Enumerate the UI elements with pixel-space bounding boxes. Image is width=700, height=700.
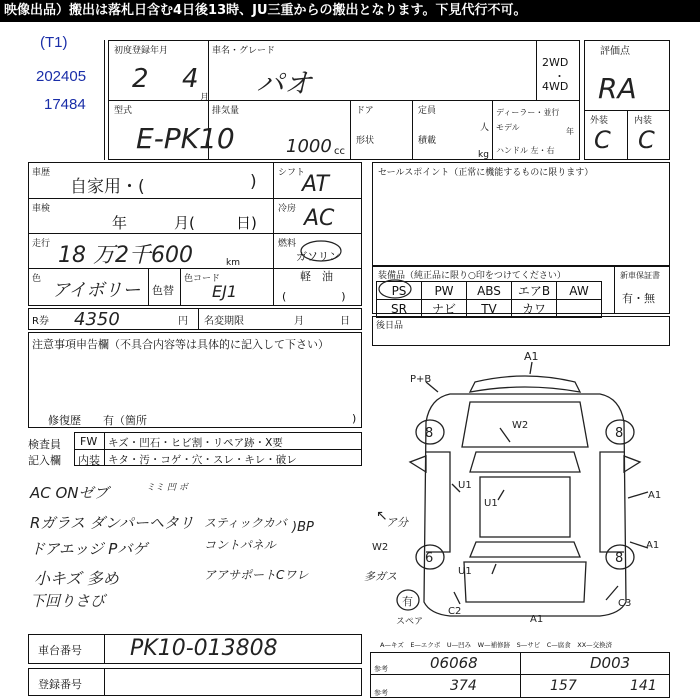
inspection-year-unit: 年 xyxy=(112,214,128,232)
lot-code: (T1) xyxy=(40,34,68,51)
load-unit: kg xyxy=(478,150,489,160)
displacement-value: 1000 xyxy=(286,136,332,157)
color-code-label: 色コード xyxy=(184,274,221,284)
new-car-label: 新車保証書 xyxy=(620,271,660,280)
diagram-arrow-label: ア分 xyxy=(386,516,408,529)
color-tone-label: 色替 xyxy=(152,284,174,297)
note-right-3: アアサポートCワレ xyxy=(204,568,309,582)
cc-unit: cc xyxy=(334,146,345,157)
equip-leather: カワ xyxy=(512,300,557,318)
door-label: ドア xyxy=(356,106,374,116)
history-close: ) xyxy=(250,172,257,192)
bp-mark: )BP xyxy=(292,520,314,535)
recycle-label: R券 xyxy=(32,316,49,327)
rating-score: RA xyxy=(598,72,637,105)
meigi-day: 日 xyxy=(340,316,350,327)
label-u1-mid: U1 xyxy=(484,498,498,509)
fw-label: FW xyxy=(80,435,98,448)
note-3: ドアエッジ Pバゲ xyxy=(30,540,148,558)
ref-label-b: 参考 xyxy=(374,689,388,697)
label-u1-left: U1 xyxy=(458,480,472,491)
diagram-arrow: ↖ xyxy=(376,508,388,524)
spare-label: スペア xyxy=(396,617,424,627)
fuel-gas: ガソリン xyxy=(296,250,340,263)
equip-ps: PS xyxy=(377,282,422,300)
load-label: 積載 xyxy=(418,136,437,146)
lot-number: 17484 xyxy=(44,96,86,113)
history-value: 自家用・( xyxy=(70,177,145,197)
chassis-label: 車台番号 xyxy=(38,644,82,657)
shift-value: AT xyxy=(302,172,329,197)
repair-label: 修復歴 有（箇所 xyxy=(48,414,147,427)
rating-label: 評価点 xyxy=(600,46,630,57)
fuel-light: 軽 油 xyxy=(300,270,333,283)
label-a1-right2: A1 xyxy=(646,540,660,551)
label-c2: C2 xyxy=(448,606,462,617)
ref-label-a: 参考 xyxy=(374,665,388,673)
equip-sr: SR xyxy=(377,300,422,318)
lot-date: 202405 xyxy=(36,68,87,85)
equipment-label: 装備品（純正品に限り○印をつけてください） xyxy=(378,271,566,281)
meigi-label: 名変期限 xyxy=(204,316,244,327)
label-u1-lower: U1 xyxy=(458,566,472,577)
exterior-label: 外装 xyxy=(590,116,609,126)
note-5: 下回りさび xyxy=(30,592,106,610)
rear-item-label: 後日品 xyxy=(376,321,404,331)
label-w2-left: W2 xyxy=(372,542,389,553)
model-value: E-PK10 xyxy=(136,122,235,155)
shape-label: 形状 xyxy=(356,136,375,146)
capacity-label: 定員 xyxy=(418,106,437,116)
color-code: EJ1 xyxy=(212,282,238,301)
entry-label: 記入欄 xyxy=(28,454,61,467)
history-label: 車歴 xyxy=(32,168,51,178)
handle-label: ハンドル 左・右 xyxy=(496,146,555,155)
ref-a: 06068 xyxy=(430,654,478,672)
label-a1-bottom: A1 xyxy=(530,614,544,625)
equip-tv: TV xyxy=(467,300,512,318)
diagram-kizu-note: 多ガス xyxy=(364,570,397,583)
color-label: 色 xyxy=(32,274,42,284)
inspection-label: 車検 xyxy=(32,204,51,214)
inspection-month-unit: 月( xyxy=(174,214,195,232)
mini-note: ミミ 凹 ボ xyxy=(146,483,188,493)
equip-aw: AW xyxy=(557,282,602,300)
ps-circle-mark xyxy=(378,279,412,299)
sales-point-label: セールスポイント（正常に機能するものに限ります） xyxy=(378,168,594,178)
note-2: Rガラス ダンパーヘタリ xyxy=(30,514,194,532)
caution-label: 注意事項申告欄（不具合内容等は具体的に記入して下さい） xyxy=(32,338,329,351)
inspector-label: 検査員 xyxy=(28,438,61,451)
car-name: パオ xyxy=(256,67,313,100)
rear-item-box xyxy=(372,316,670,346)
damage-legend: A—キズ E—エクボ U—凹み W—補修跡 S—サビ C—腐食 XX—交換済 xyxy=(380,641,613,649)
spare-mark: 有 xyxy=(402,595,413,608)
interior-label: 内装 xyxy=(634,116,653,126)
height-value: 141 xyxy=(630,678,657,694)
first-reg-month: 4 xyxy=(182,64,199,94)
km-unit: km xyxy=(226,258,240,268)
mileage-label: 走行 xyxy=(32,239,51,249)
length-value: 374 xyxy=(450,678,477,694)
width-value: 157 xyxy=(550,678,577,694)
new-car-value: 有・無 xyxy=(622,292,655,305)
ac-value: AC xyxy=(304,206,335,231)
drive-2wd: 2WD xyxy=(542,56,569,69)
displacement-label: 排気量 xyxy=(212,106,240,116)
label-a1-top: A1 xyxy=(524,350,539,363)
interior-row-label: 内装 xyxy=(78,454,100,467)
tread-rear-left: 6 xyxy=(425,551,434,566)
label-w2-top: W2 xyxy=(512,420,529,431)
chassis-number: PK10-013808 xyxy=(130,636,278,661)
label-c3: C3 xyxy=(618,598,632,609)
model-year-label: モデル xyxy=(496,123,520,132)
recycle-value: 4350 xyxy=(74,309,120,330)
note-1: AC ONゼブ xyxy=(30,484,109,502)
color-value: アイボリー xyxy=(52,280,141,301)
car-damage-diagram xyxy=(372,350,670,627)
month-unit: 月 xyxy=(200,93,210,103)
capacity-unit: 人 xyxy=(480,123,490,133)
first-reg-label: 初度登録年月 xyxy=(114,46,169,56)
fuel-paren: ( ) xyxy=(282,290,346,303)
inspection-day-unit: 日) xyxy=(236,214,257,232)
yen-unit: 円 xyxy=(178,316,188,327)
exterior-score: C xyxy=(594,126,611,154)
tread-front-left: 8 xyxy=(425,426,434,441)
lot-divider xyxy=(104,40,105,160)
drive-4wd: 4WD xyxy=(542,80,569,93)
dealer-label: ディーラー・並行 xyxy=(496,108,560,117)
model-label: 型式 xyxy=(114,106,133,116)
ref-b: D003 xyxy=(590,654,631,672)
ac-label: 冷房 xyxy=(278,204,297,214)
repair-close: ) xyxy=(352,412,357,425)
label-pth: P+B xyxy=(410,374,432,385)
note-right-2: コントパネル xyxy=(204,538,276,552)
equip-navi: ナビ xyxy=(422,300,467,318)
mileage-value: 18 万2千600 xyxy=(58,243,193,268)
tread-rear-right: 8 xyxy=(615,551,624,566)
note-right-1: スティックカバ xyxy=(204,516,287,530)
equip-abs: ABS xyxy=(467,282,512,300)
fuel-circle-mark xyxy=(300,240,342,262)
tread-front-right: 8 xyxy=(615,426,624,441)
interior-score: C xyxy=(638,126,655,154)
equip-pw: PW xyxy=(422,282,467,300)
header-banner: 映像出品）搬出は落札日含む4日後13時、JU三重からの搬出となります。下見代行不可。 xyxy=(0,0,700,22)
meigi-month: 月 xyxy=(294,316,304,327)
reg-label: 登録番号 xyxy=(38,678,82,691)
note-4: 小キズ 多め xyxy=(34,569,119,588)
first-reg-year: 2 xyxy=(132,64,149,94)
model-year-unit: 年 xyxy=(566,127,574,136)
car-name-label: 車名・グレード xyxy=(212,46,276,56)
fuel-label: 燃料 xyxy=(278,239,297,249)
shift-label: シフト xyxy=(278,168,306,178)
label-a1-right: A1 xyxy=(648,490,662,501)
equip-blank xyxy=(557,300,602,318)
fw-items: キズ・凹石・ヒビ割・リペア跡・X要 xyxy=(108,437,283,449)
drive-dot: ・ xyxy=(554,70,565,83)
interior-items: キタ・汚・コゲ・穴・スレ・キレ・破レ xyxy=(108,454,297,466)
equip-airbag: エアB xyxy=(512,282,557,300)
